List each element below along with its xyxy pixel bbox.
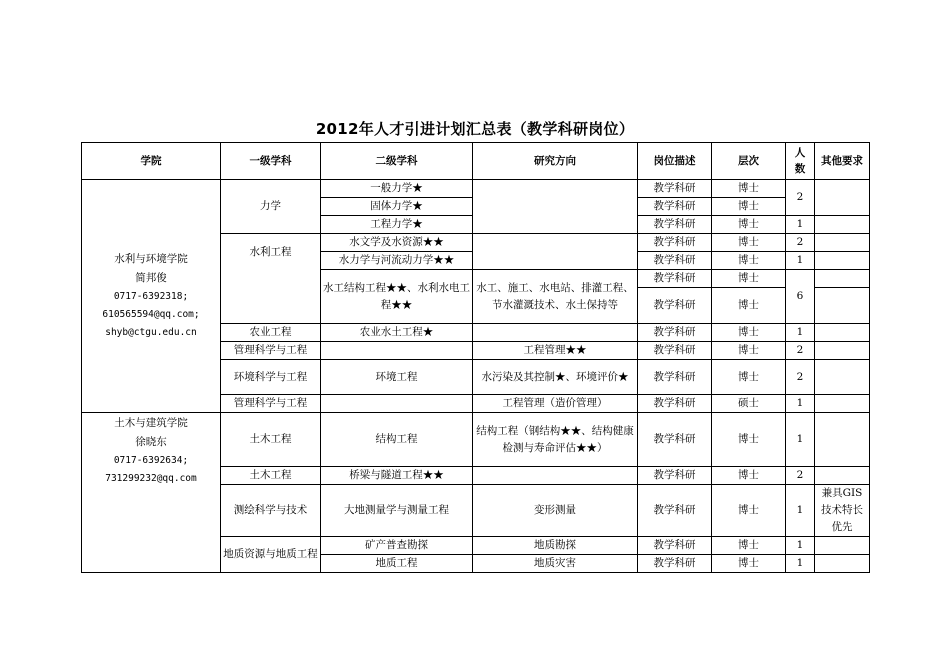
count-cell: 1 (786, 537, 815, 555)
document-title: 2012年人才引进计划汇总表（教学科研岗位） (315, 120, 635, 138)
count-cell: 1 (786, 324, 815, 342)
other-cell (815, 555, 870, 573)
count-cell: 2 (786, 234, 815, 252)
header-first-discipline: 一级学科 (221, 143, 321, 180)
second-discipline-cell: 桥梁与隧道工程★★ (321, 467, 473, 485)
second-discipline-cell: 环境工程 (321, 360, 473, 395)
level-cell: 博士 (712, 288, 786, 324)
first-discipline-cell: 环境科学与工程 (221, 360, 321, 395)
description-cell: 教学科研 (638, 198, 712, 216)
other-cell (815, 324, 870, 342)
first-discipline-cell: 地质资源与地质工程 (221, 537, 321, 573)
direction-cell: 地质灾害 (473, 555, 638, 573)
first-discipline-cell: 土木工程 (221, 413, 321, 467)
table-header-row (82, 143, 870, 180)
second-discipline-cell: 大地测量学与测量工程 (321, 485, 473, 537)
description-cell: 教学科研 (638, 270, 712, 288)
first-discipline-cell: 农业工程 (221, 324, 321, 342)
count-cell: 1 (786, 413, 815, 467)
college-cell: 土木与建筑学院 徐晓东 0717-6392634; 731299232@qq.com (82, 413, 221, 573)
description-cell: 教学科研 (638, 216, 712, 234)
level-cell: 博士 (712, 485, 786, 537)
count-cell: 6 (786, 270, 815, 324)
description-cell: 教学科研 (638, 413, 712, 467)
level-cell: 博士 (712, 180, 786, 198)
description-cell: 教学科研 (638, 485, 712, 537)
first-discipline-cell: 水利工程 (221, 234, 321, 324)
college-cell: 水利与环境学院 简邦俊 0717-6392318; 610565594@qq.com; shyb@ctgu.edu.cn (82, 180, 221, 413)
count-cell: 2 (786, 342, 815, 360)
second-discipline-cell: 工程力学★ (321, 216, 473, 234)
direction-cell: 水污染及其控制★、环境评价★ (473, 360, 638, 395)
header-college: 学院 (82, 143, 221, 180)
second-discipline-cell: 农业水土工程★ (321, 324, 473, 342)
level-cell: 博士 (712, 537, 786, 555)
description-cell: 教学科研 (638, 395, 712, 413)
other-cell (815, 537, 870, 555)
table-row (82, 413, 870, 467)
level-cell: 博士 (712, 198, 786, 216)
second-discipline-cell (321, 342, 473, 360)
direction-cell (473, 324, 638, 342)
direction-cell (473, 467, 638, 485)
header-second-discipline: 二级学科 (321, 143, 473, 180)
other-cell (815, 413, 870, 467)
level-cell: 博士 (712, 252, 786, 270)
level-cell: 博士 (712, 324, 786, 342)
count-cell: 1 (786, 395, 815, 413)
count-cell: 1 (786, 252, 815, 270)
table-row (82, 180, 870, 198)
other-cell (815, 216, 870, 234)
count-cell: 1 (786, 555, 815, 573)
first-discipline-cell: 力学 (221, 180, 321, 234)
other-cell (815, 467, 870, 485)
level-cell: 博士 (712, 555, 786, 573)
level-cell: 硕士 (712, 395, 786, 413)
second-discipline-cell: 水文学及水资源★★ (321, 234, 473, 252)
first-discipline-cell: 管理科学与工程 (221, 342, 321, 360)
direction-cell: 工程管理（造价管理） (473, 395, 638, 413)
direction-cell: 结构工程（钢结构★★、结构健康检测与寿命评估★★） (473, 413, 638, 467)
first-discipline-cell: 土木工程 (221, 467, 321, 485)
description-cell: 教学科研 (638, 252, 712, 270)
second-discipline-cell: 水力学与河流动力学★★ (321, 252, 473, 270)
count-cell: 2 (786, 180, 815, 216)
header-other-requirements: 其他要求 (815, 143, 870, 180)
other-cell (815, 234, 870, 252)
description-cell: 教学科研 (638, 234, 712, 252)
other-cell (815, 180, 870, 216)
description-cell: 教学科研 (638, 288, 712, 324)
direction-cell: 工程管理★★ (473, 342, 638, 360)
description-cell: 教学科研 (638, 180, 712, 198)
other-cell (815, 342, 870, 360)
level-cell: 博士 (712, 467, 786, 485)
direction-cell (473, 180, 638, 234)
header-count: 人 数 (786, 143, 815, 180)
second-discipline-cell (321, 395, 473, 413)
count-cell: 2 (786, 467, 815, 485)
header-position-description: 岗位描述 (638, 143, 712, 180)
other-cell (815, 252, 870, 270)
description-cell: 教学科研 (638, 537, 712, 555)
description-cell: 教学科研 (638, 342, 712, 360)
level-cell: 博士 (712, 360, 786, 395)
header-research-direction: 研究方向 (473, 143, 638, 180)
count-cell: 2 (786, 360, 815, 395)
direction-cell: 地质勘探 (473, 537, 638, 555)
second-discipline-cell: 结构工程 (321, 413, 473, 467)
description-cell: 教学科研 (638, 555, 712, 573)
second-discipline-cell: 矿产普查勘探 (321, 537, 473, 555)
direction-cell (473, 234, 638, 270)
other-cell (815, 360, 870, 395)
other-cell: 兼具GIS技术特长优先 (815, 485, 870, 537)
level-cell: 博士 (712, 342, 786, 360)
level-cell: 博士 (712, 234, 786, 252)
direction-cell: 水工、施工、水电站、排灌工程、节水灌溉技术、水土保持等 (473, 270, 638, 324)
other-cell (815, 288, 870, 324)
second-discipline-cell: 一般力学★ (321, 180, 473, 198)
direction-cell: 变形测量 (473, 485, 638, 537)
count-cell: 1 (786, 216, 815, 234)
header-level: 层次 (712, 143, 786, 180)
description-cell: 教学科研 (638, 360, 712, 395)
description-cell: 教学科研 (638, 467, 712, 485)
second-discipline-cell: 固体力学★ (321, 198, 473, 216)
first-discipline-cell: 管理科学与工程 (221, 395, 321, 413)
recruitment-table (81, 142, 870, 573)
second-discipline-cell: 水工结构工程★★、水利水电工程★★ (321, 270, 473, 324)
other-cell (815, 395, 870, 413)
level-cell: 博士 (712, 216, 786, 234)
other-cell (815, 270, 870, 288)
count-cell: 1 (786, 485, 815, 537)
first-discipline-cell: 测绘科学与技术 (221, 485, 321, 537)
second-discipline-cell: 地质工程 (321, 555, 473, 573)
level-cell: 博士 (712, 413, 786, 467)
level-cell: 博士 (712, 270, 786, 288)
description-cell: 教学科研 (638, 324, 712, 342)
